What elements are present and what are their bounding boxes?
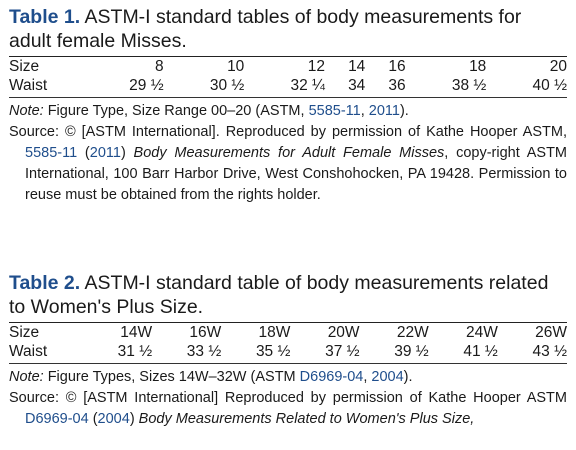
table1-size-row: [9, 57, 567, 76]
table2-title: ASTM-I standard table of body measurements related to Women's Plus Size.: [9, 272, 549, 318]
table1-caption: [9, 5, 567, 53]
table1-waist-cell: 32 ¼: [290, 77, 325, 94]
table2-source-paren: ): [129, 411, 139, 427]
table2-source-text: Source: © [ASTM International] Reproduced by permission of Kathe Hooper ASTM: [9, 390, 567, 406]
table1-note-sep: ,: [360, 103, 369, 119]
table2-size-header: Size: [9, 324, 40, 341]
table1-waist-header: Waist: [9, 77, 48, 94]
table1-note-link[interactable]: 5585-11: [308, 103, 361, 119]
table2: [9, 323, 567, 361]
table1-source-sep: (: [77, 145, 90, 161]
table1-label: Table 1.: [9, 6, 81, 28]
table2-waist-cell: 41 ½: [463, 343, 498, 360]
table2-source-title: Body Measurements Related to Women's Plus Size,: [138, 411, 475, 427]
table2-caption: [9, 271, 567, 319]
table2-size-cell: 16W: [189, 324, 222, 341]
table1: [9, 57, 567, 95]
table1-waist-cell: 29 ½: [129, 77, 164, 94]
table2-size-cell: 26W: [535, 324, 567, 341]
table1-source-link[interactable]: 5585-11: [25, 145, 78, 161]
table1-size-cell: 12: [307, 58, 325, 75]
table2-waist-row: [9, 342, 567, 361]
table2-source-sep: (: [88, 411, 98, 427]
table1-waist-cell: 38 ½: [451, 77, 487, 94]
table1-size-cell: 16: [388, 58, 406, 75]
table1-size-cell: 10: [227, 58, 245, 75]
table2-source-year-link[interactable]: 2004: [97, 411, 130, 427]
table1-size-cell: 8: [155, 58, 164, 75]
table2-size-cell: 22W: [396, 324, 429, 341]
table1-waist-row: [9, 76, 567, 95]
table2-note-year-link[interactable]: 2004: [371, 369, 404, 385]
table2-size-row: [9, 323, 567, 342]
table1-waist-cell: 40 ½: [532, 77, 567, 94]
table1-waist-cell: 34: [348, 77, 366, 94]
table1-note-end: ).: [399, 103, 409, 119]
table2-waist-cell: 37 ½: [325, 343, 360, 360]
table2-label: Table 2.: [9, 272, 81, 294]
table2-source-link[interactable]: D6969-04: [25, 411, 89, 427]
table1-note-year-link[interactable]: 2011: [368, 103, 400, 119]
table1-source-rest: , copy-right ASTM International, 100 Barr Harbor Drive, West Conshohocken, PA 19428. Permission to reuse must be obtained from the rights holder.: [25, 145, 568, 203]
table2-note-text: Figure Types, Sizes 14W–32W (ASTM: [43, 369, 300, 385]
table2-note-label: Note:: [9, 369, 44, 385]
table1-size-cell: 20: [549, 58, 567, 75]
table2-waist-cell: 31 ½: [117, 343, 153, 360]
table2-note: [9, 367, 567, 388]
table2-source: [9, 388, 567, 430]
table2-note-end: ).: [403, 369, 413, 385]
table2-note-link[interactable]: D6969-04: [299, 369, 364, 385]
table2-waist-cell: 39 ½: [394, 343, 429, 360]
table2-waist-cell: 43 ½: [532, 343, 567, 360]
table2-size-cell: 24W: [465, 324, 498, 341]
table1-waist-cell: 30 ½: [209, 77, 245, 94]
table1-source-title: Body Measurements for Adult Female Misses: [133, 145, 445, 161]
table2-size-cell: 14W: [120, 324, 153, 341]
table2-size-cell: 20W: [327, 324, 360, 341]
table1-bottom-rule: [9, 97, 567, 98]
table2-block: [9, 271, 567, 430]
table2-note-sep: ,: [363, 369, 372, 385]
table2-waist-cell: 35 ½: [255, 343, 291, 360]
table2-bottom-rule: [9, 363, 567, 364]
table1-note: [9, 101, 567, 122]
table2-size-cell: 18W: [258, 324, 291, 341]
table1-size-cell: 18: [469, 58, 487, 75]
table1-source-text: Source: © [ASTM International]. Reproduced by permission of Kathe Hooper ASTM,: [9, 124, 567, 140]
table1-size-cell: 14: [348, 58, 366, 75]
table2-waist-cell: 33 ½: [186, 343, 222, 360]
table1-title: ASTM-I standard tables of body measurements for adult female Misses.: [9, 6, 522, 52]
table1-source-paren: ): [120, 145, 134, 161]
table1-waist-cell: 36: [388, 77, 406, 94]
table1-source: [9, 122, 567, 206]
table1-source-year-link[interactable]: 2011: [89, 145, 121, 161]
table1-note-label: Note:: [9, 103, 44, 119]
table1-size-header: Size: [9, 58, 40, 75]
table1-block: [9, 5, 567, 206]
table1-note-text: Figure Type, Size Range 00–20 (ASTM,: [43, 103, 309, 119]
table2-waist-header: Waist: [9, 343, 48, 360]
